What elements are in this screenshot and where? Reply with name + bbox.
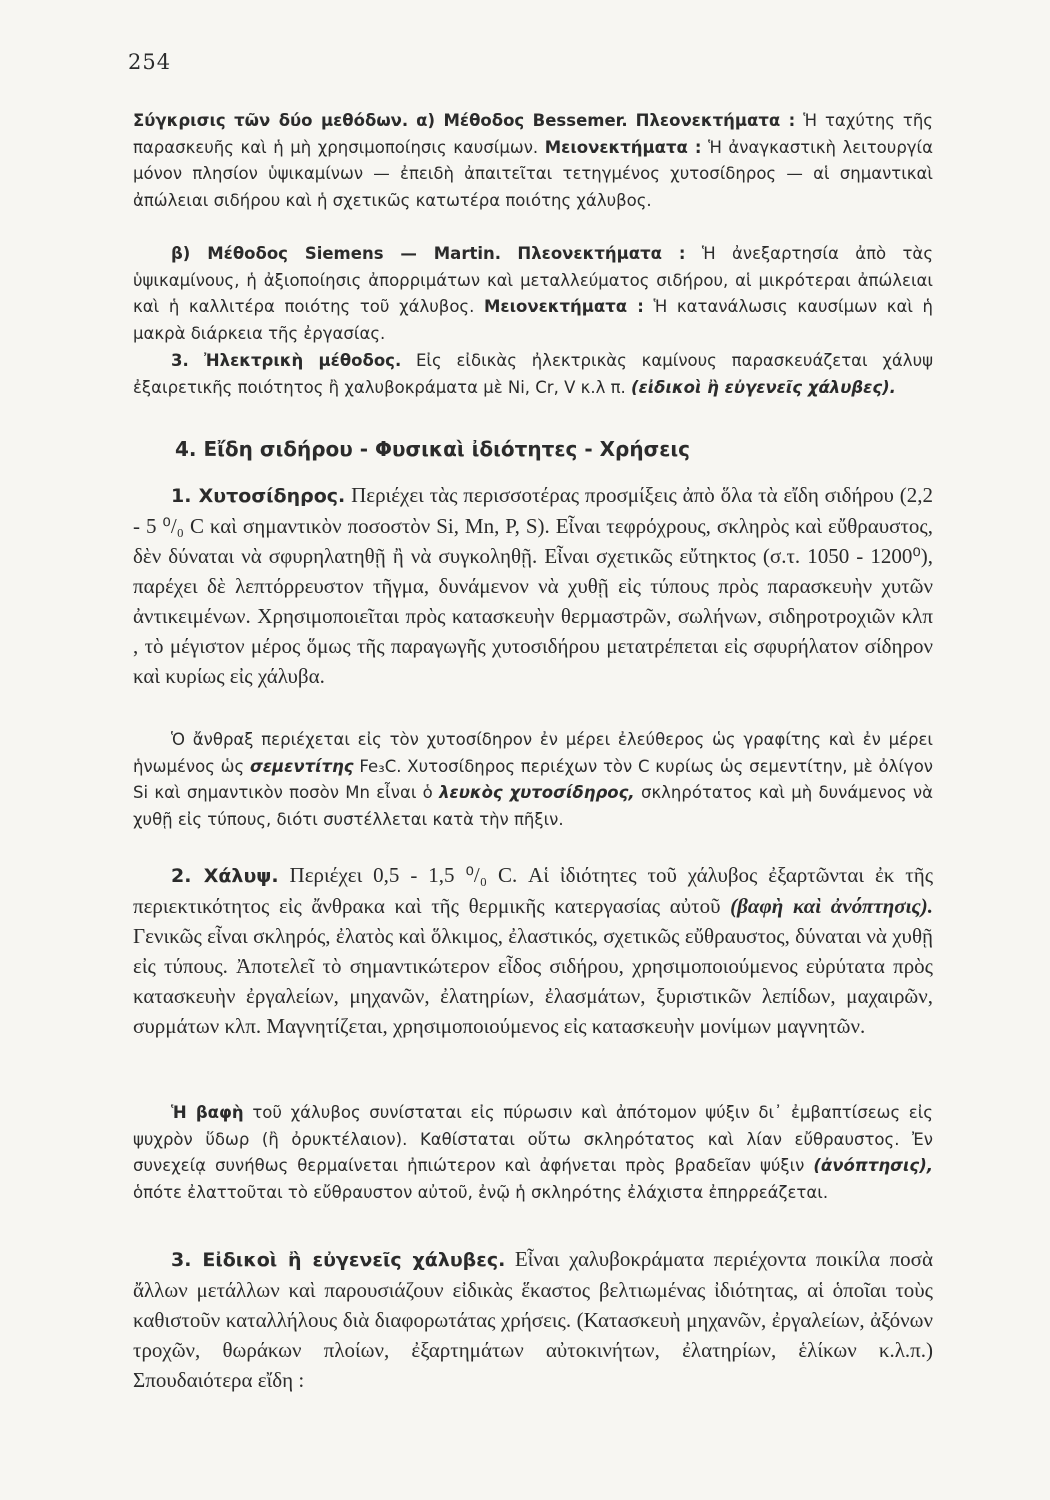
comparison-heading: Σύγκρισις τῶν δύο μεθόδων. bbox=[133, 111, 409, 130]
cementite-term: σεμεντίτης bbox=[249, 756, 354, 776]
steel-label: 2. Χάλυψ. bbox=[171, 865, 279, 887]
white-cast-iron-term: λευκὸς χυτοσίδηρος, bbox=[439, 783, 635, 802]
hardening-paragraph bbox=[133, 1100, 933, 1206]
hardening-block bbox=[133, 1100, 933, 1206]
comparison-b-paragraph bbox=[133, 241, 933, 347]
comparison-a-paragraph bbox=[133, 108, 933, 214]
steel-text-a: Περιέχει 0,5 - 1,5 bbox=[289, 863, 455, 887]
siemens-advantages-label: Πλεονεκτήματα : bbox=[517, 244, 686, 263]
bessemer-disadvantages-label: Μειονεκτήματα : bbox=[544, 137, 702, 157]
section-4-title: 4. Εἴδη σιδήρου - Φυσικαὶ ἰδιότητες - Χρήσεις bbox=[175, 437, 690, 461]
special-steels-label: 3. Εἰδικοὶ ἢ εὐγενεῖς χάλυβες. bbox=[171, 1249, 506, 1271]
annealing-italic: (ἀνόπτησις), bbox=[813, 1156, 934, 1175]
electric-method-text: Εἰς εἰδικὰς ἠλεκτρικὰς καμίνους παρασκευάζεται χάλυψ ἐξαιρετικῆς ποιότητος ἢ χαλυβοκράματα μὲ Ni, Cr, V κ.λ π. bbox=[133, 351, 933, 397]
cast-iron-label: 1. Χυτοσίδηρος. bbox=[171, 485, 346, 507]
hardening-text-a: τοῦ χάλυβος συνίσταται εἰς πύρωσιν καὶ ἀπότομον ψύξιν δι᾽ ἐμβαπτίσεως εἰς ψυχρὸν ὕδωρ (ἢ ὀρυκτέλαιον). Καθίσταται οὕτω σκληρότατος καὶ λίαν εὔθραυστος. Ἐν συνεχείᾳ συνήθως θερμαίνεται ἠπιώτερον καὶ ἀφήνεται πρὸς βραδεῖαν ψύξιν bbox=[133, 1103, 933, 1175]
cast-iron-paragraph bbox=[133, 480, 933, 691]
comparison-b-block bbox=[133, 241, 933, 347]
cast-iron-percent: ⁰/₀ bbox=[162, 514, 184, 538]
cementite-formula: Fe₃C. bbox=[359, 756, 402, 776]
steel-paragraph bbox=[133, 860, 933, 1041]
siemens-disadvantages-text: Ἡ κατανάλωσις καυσίμων καὶ ἡ μακρὰ διάρκεια τῆς ἐργασίας. bbox=[133, 297, 934, 343]
carbon-note-block bbox=[133, 727, 933, 833]
cast-iron-block bbox=[133, 480, 933, 691]
comparison-block bbox=[133, 108, 933, 214]
bessemer-advantages-text: Ἡ ταχύτης τῆς παρασκευῆς καὶ ἡ μὴ χρησιμοποίησις καυσίμων. bbox=[133, 111, 933, 157]
hardening-text-b: ὁπότε ἐλαττοῦται τὸ εὔθραυστον αὐτοῦ, ἐνῷ ἡ σκληρότης ἐλάχιστα ἐπηρρεάζεται. bbox=[133, 1182, 829, 1202]
special-steels-paragraph bbox=[133, 1244, 933, 1395]
bessemer-label: α) Μέθοδος Bessemer. bbox=[416, 111, 628, 130]
siemens-disadvantages-label: Μειονεκτήματα : bbox=[484, 297, 644, 316]
electric-method-block bbox=[133, 348, 933, 401]
hardening-label: Ἡ βαφὴ bbox=[171, 1103, 244, 1122]
steel-text-c: Γενικῶς εἶναι σκληρός, ἐλατὸς καὶ ὅλκιμος, ἐλαστικός, σχετικῶς εὔθραυστος, δύναται νὰ χυθῇ εἰς τύπους. Ἀποτελεῖ τὸ σημαντικώτερον εἶδος σιδήρου, χρησιμοποιούμενος εὐρύτατα πρὸς κατασκευὴν ἐργαλείων, μηχανῶν, ἐλατηρίων, ἐλασμάτων, ξυριστικῶν λεπίδων, μαχαιρῶν, συρμάτων κλπ. Μαγνητίζεται, χρησιμοποιούμενος εἰς κατασκευὴν μονίμων μαγνητῶν. bbox=[133, 924, 933, 1038]
carbon-note-paragraph bbox=[133, 727, 933, 833]
carbon-note-text-b: Χυτοσίδηρος περιέχων τὸν C κυρίως ὡς σεμεντίτην, μὲ ὀλίγον Si καὶ σημαντικὸν ποσὸν Mn εἶναι ὁ bbox=[133, 756, 934, 802]
steel-italic: (βαφὴ καὶ ἀνόπτησις). bbox=[730, 894, 934, 918]
section-4-title-wrap bbox=[175, 437, 975, 461]
electric-method-italic: (εἰδικοὶ ἢ εὐγενεῖς χάλυβες). bbox=[631, 377, 896, 397]
electric-method-label: 3. Ἠλεκτρικὴ μέθοδος. bbox=[171, 351, 402, 370]
electric-method-paragraph bbox=[133, 348, 933, 401]
steel-text-b: C. Αἱ ἰδιότητες τοῦ χάλυβος ἐξαρτῶνται ἐκ τῆς περιεκτικότητος εἰς ἄνθρακα καὶ τῆς θερμικῆς κατεργασίας αὐτοῦ bbox=[133, 863, 934, 918]
cast-iron-text-b: C καὶ σημαντικὸν ποσοστὸν Si, Mn, P, S). Εἶναι τεφρόχρους, σκληρὸς καὶ εὔθραυστος, δὲν δύναται νὰ σφυρηλατηθῇ ἢ νὰ συγκοληθῇ. Εἶναι σχετικῶς εὔτηκτος (σ.τ. 1050 - 1200⁰), παρέχει δὲ λεπτόρρευστον τῆγμα, δυνάμενον νὰ χυθῇ εἰς τύπους πρὸς παρασκευὴν χυτῶν ἀντικειμένων. Χρησιμοποιεῖται πρὸς κατασκευὴν θερμαστρῶν, σωλήνων, σιδηροτροχιῶν κλπ , τὸ μέγιστον μέρος ὅμως τῆς παραγωγῆς χυτοσιδήρου μετατρέπεται εἰς σφυρήλατον σίδηρον καὶ κυρίως εἰς χάλυβα. bbox=[133, 514, 933, 688]
special-steels-text: Εἶναι χαλυβοκράματα περιέχοντα ποικίλα ποσὰ ἄλλων μετάλλων καὶ παρουσιάζουν εἰδικὰς ἕκαστος βελτιωμένας ἰδιότητας, αἱ ὁποῖαι τοὺς καθιστοῦν καταλλήλους διὰ διαφορωτάτας χρήσεις. (Κατασκευὴ μηχανῶν, ἐργαλείων, ἀξόνων τροχῶν, θωράκων πλοίων, ἐξαρτημάτων αὐτοκινήτων, ἐλατηρίων, ἑλίκων κ.λ.π.) Σπουδαιότερα εἴδη : bbox=[133, 1247, 933, 1392]
siemens-martin-label: β) Μέθοδος Siemens — Martin. bbox=[171, 244, 502, 263]
steel-percent: ⁰/₀ bbox=[465, 863, 488, 887]
special-steels-block bbox=[133, 1244, 933, 1395]
cast-iron-text-a: Περιέχει τὰς περισσοτέρας προσμίξεις ἀπὸ ὅλα τὰ εἴδη σιδήρου (2,2 - 5 bbox=[133, 483, 933, 538]
bessemer-disadvantages-text: Ἡ ἀναγκαστικὴ λειτουργία μόνον πλησίον ὑψικαμίνων — ἐπειδὴ ἀπαιτεῖται τετηγμένος χυτοσίδηρος — αἱ σημαντικαὶ ἀπώλειαι σιδήρου καὶ ἡ σχετικῶς κατωτέρα ποιότης χάλυβος. bbox=[133, 137, 934, 210]
page-number: 254 bbox=[128, 50, 172, 74]
bessemer-advantages-label: Πλεονεκτήματα : bbox=[635, 111, 796, 130]
steel-block bbox=[133, 860, 933, 1041]
siemens-advantages-text: Ἡ ἀνεξαρτησία ἀπὸ τὰς ὑψικαμίνους, ἡ ἀξιοποίησις ἀπορριμάτων καὶ μεταλλεύματος σιδήρου, αἱ μικρότεραι ἀπώλειαι καὶ ἡ καλλιτέρα ποιότης τοῦ χάλυβος. bbox=[133, 244, 933, 316]
carbon-note-text-a: Ὁ ἄνθραξ περιέχεται εἰς τὸν χυτοσίδηρον ἐν μέρει ἐλεύθερος ὡς γραφίτης καὶ ἐν μέρει ἡνωμένος ὡς bbox=[133, 730, 933, 776]
carbon-note-text-c: σκληρότατος καὶ μὴ δυνάμενος νὰ χυθῇ εἰς τύπους, διότι συστέλλεται κατὰ τὴν πῆξιν. bbox=[133, 783, 934, 829]
